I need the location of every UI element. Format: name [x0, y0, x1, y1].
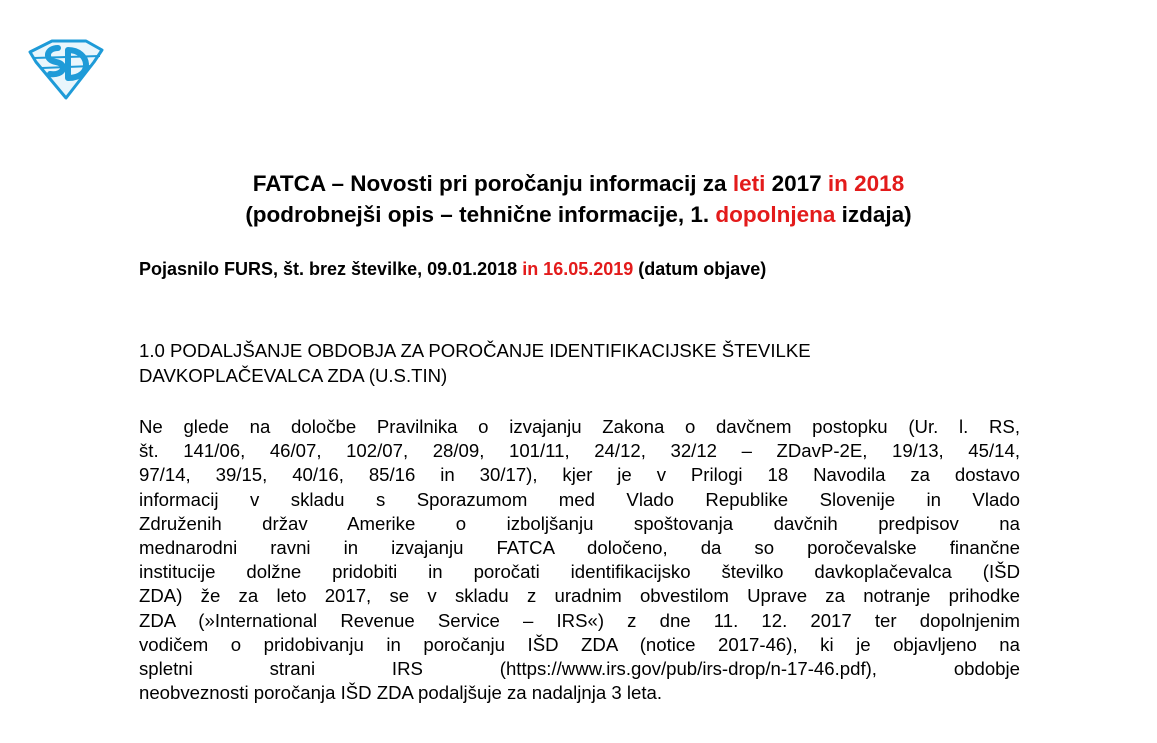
section-heading-line-1: 1.0 PODALJŠANJE OBDOBJA ZA POROČANJE IDENTIFIKACIJSKE ŠTEVILKE	[139, 340, 811, 361]
paragraph-line: 97/14, 39/15, 40/16, 85/16 in 30/17), kjer je v Prilogi 18 Navodila za dostavo	[139, 464, 1020, 486]
section-heading-line-2: DAVKOPLAČEVALCA ZDA (U.S.TIN)	[139, 365, 448, 386]
title-highlight: in 2018	[827, 171, 905, 196]
subtitle-text: Pojasnilo FURS, št. brez številke, 09.01.2018	[139, 259, 523, 279]
paragraph-line: št. 141/06, 46/07, 102/07, 28/09, 101/11, 24/12, 32/12 – ZDavP-2E, 19/13, 45/14,	[139, 440, 1020, 462]
section-heading	[139, 338, 1024, 388]
subtitle-highlight: in 16.05.2019	[522, 259, 634, 279]
sd-logo-icon	[28, 38, 106, 100]
paragraph-line: vodičem o pridobivanju in poročanju IŠD ZDA (notice 2017-46), ki je objavljeno na	[139, 633, 1020, 655]
title-highlight: leti	[732, 171, 766, 196]
document-subtitle	[139, 257, 766, 281]
body-paragraph	[139, 415, 1020, 705]
title-text: 2017	[765, 171, 828, 196]
title-text: izdaja)	[835, 202, 912, 227]
sd-diamond-logo-icon	[28, 38, 106, 100]
title-text: (podrobnejši opis – tehnične informacije, 1.	[245, 202, 716, 227]
subtitle-text: (datum objave)	[633, 259, 767, 279]
paragraph-line: informacij v skladu s Sporazumom med Vlado Republike Slovenije in Vlado	[139, 488, 1020, 510]
title-line-1	[0, 168, 1157, 199]
paragraph-line: Združenih držav Amerike o izboljšanju spoštovanja davčnih predpisov na	[139, 512, 1020, 534]
paragraph-line: Ne glede na določbe Pravilnika o izvajanju Zakona o davčnem postopku (Ur. l. RS,	[139, 416, 1020, 437]
title-line-2	[0, 199, 1157, 230]
paragraph-line: mednarodni ravni in izvajanju FATCA določeno, da so poročevalske finančne	[139, 537, 1020, 559]
document-title	[0, 168, 1157, 230]
title-text: FATCA – Novosti pri poročanju informacij za	[252, 171, 733, 196]
paragraph-line: spletni strani IRS (https://www.irs.gov/pub/irs-drop/n-17-46.pdf), obdobje	[139, 658, 1020, 680]
paragraph-line: ZDA (»International Revenue Service – IRS«) z dne 11. 12. 2017 ter dopolnjenim	[139, 609, 1020, 631]
title-highlight: dopolnjena	[715, 202, 836, 227]
paragraph-line: neobveznosti poročanja IŠD ZDA podaljšuje za nadaljnja 3 leta.	[139, 682, 663, 704]
paragraph-line: ZDA) že za leto 2017, se v skladu z uradnim obvestilom Uprave za notranje prihodke	[139, 585, 1020, 607]
paragraph-line: institucije dolžne pridobiti in poročati identifikacijsko številko davkoplačevalca (IŠD	[139, 561, 1020, 583]
